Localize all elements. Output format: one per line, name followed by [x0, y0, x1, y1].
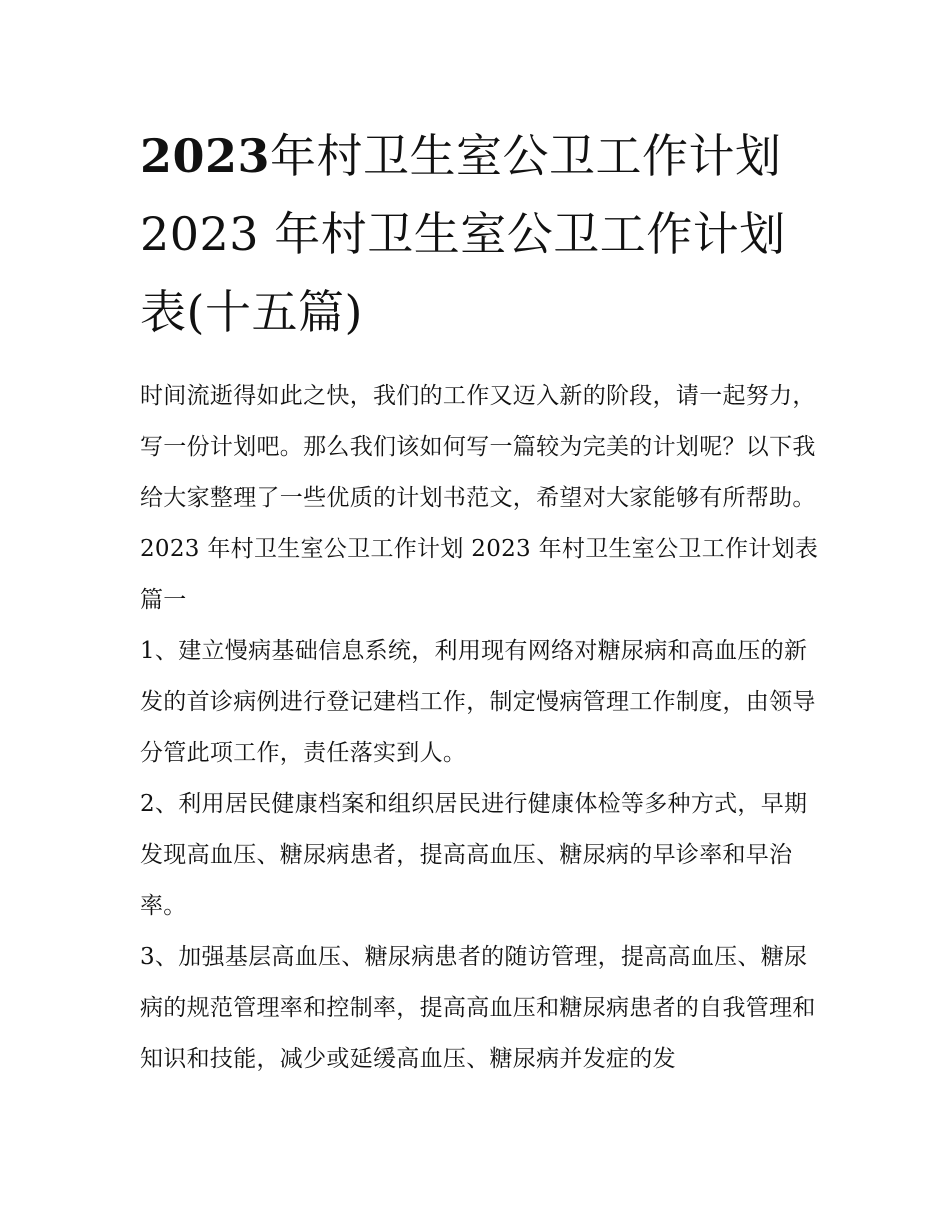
title-text: 年村卫生室公卫工作计划 2023 年村卫生室公卫工作计划表(十五篇): [140, 129, 786, 339]
document-page: [140, 117, 820, 1085]
intro-paragraph: 时间流逝得如此之快，我们的工作又迈入新的阶段，请一起努力，写一份计划吧。那么我们该如何写一篇较为完美的计划呢？以下我给大家整理了一些优质的计划书范文，希望对大家能够有所帮助。: [140, 383, 816, 511]
list-item-2: 2、利用居民健康档案和组织居民进行健康体检等多种方式，早期发现高血压、糖尿病患者，提高高血压、糖尿病的早诊率和早治率。: [140, 791, 808, 919]
section-heading: 2023 年村卫生室公卫工作计划 2023 年村卫生室公卫工作计划表篇一: [140, 536, 819, 613]
list-item-3: 3、加强基层高血压、糖尿病患者的随访管理，提高高血压、糖尿病的规范管理率和控制率，提高高血压和糖尿病患者的自我管理和知识和技能，减少或延缓高血压、糖尿病并发症的发: [140, 944, 816, 1072]
document-body: [140, 371, 820, 1085]
document-title: [140, 117, 820, 351]
title-year: 2023: [140, 129, 271, 183]
list-item-1: 1、建立慢病基础信息系统，利用现有网络对糖尿病和高血压的新发的首诊病例进行登记建档工作，制定慢病管理工作制度，由领导分管此项工作，责任落实到人。: [140, 638, 816, 766]
